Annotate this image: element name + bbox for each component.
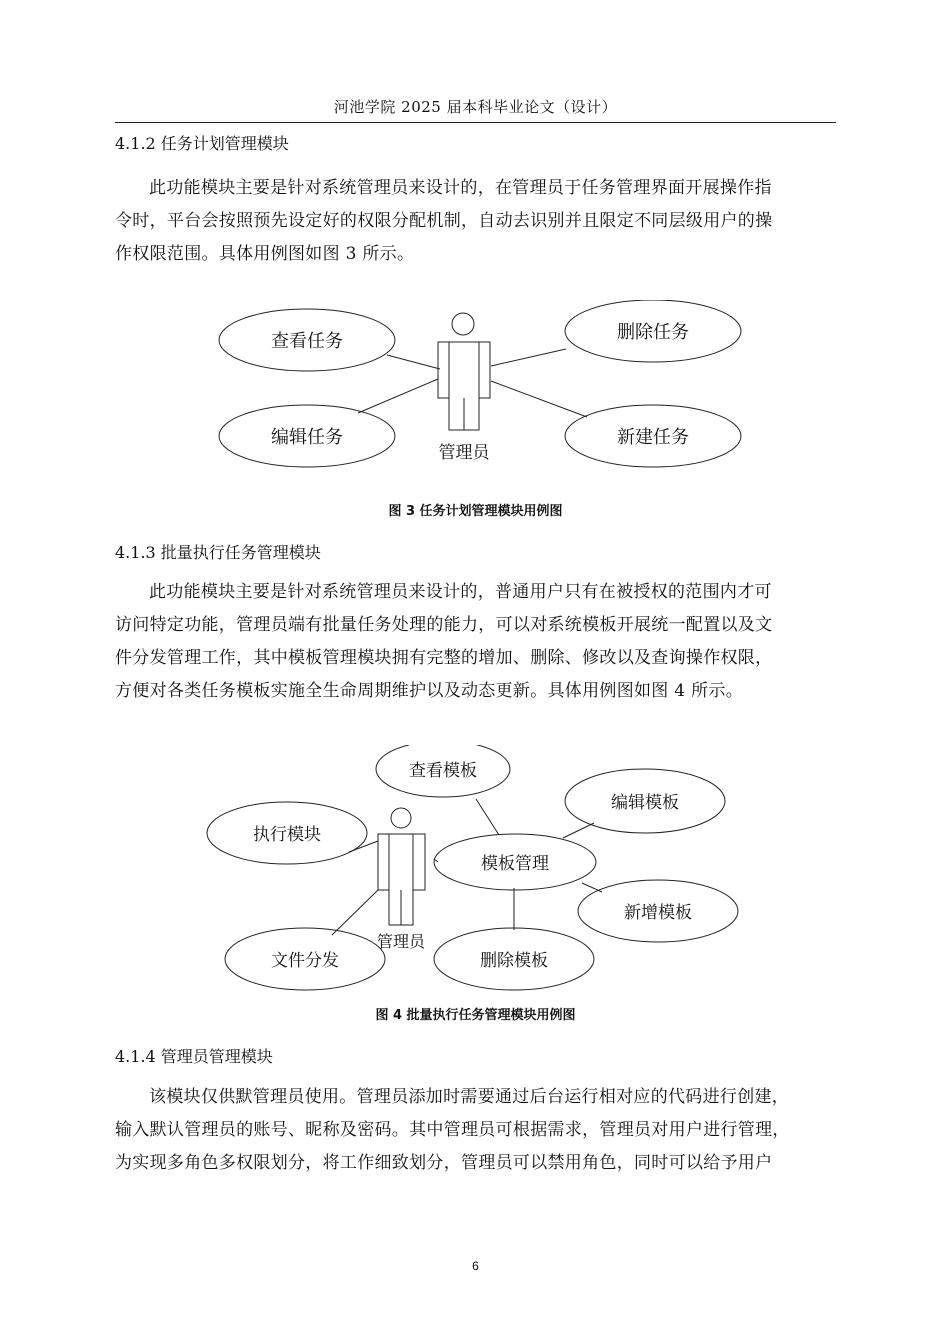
use-case-label: 执行模块 — [253, 825, 321, 845]
page-number: 6 — [472, 1259, 479, 1273]
use-case-label: 查看任务 — [271, 331, 343, 352]
running-header: 河池学院 2025 届本科毕业论文（设计） — [333, 98, 618, 116]
association-line — [563, 823, 594, 838]
header-rule — [115, 122, 836, 123]
association-line — [491, 381, 587, 417]
use-case-label: 删除模板 — [480, 951, 548, 971]
use-case-label: 查看模板 — [409, 761, 477, 781]
association-line — [582, 883, 602, 892]
section-heading-4-1-2: 4.1.2 任务计划管理模块 — [115, 134, 289, 153]
section-heading-4-1-4: 4.1.4 管理员管理模块 — [115, 1047, 273, 1066]
paragraph-line: 令时，平台会按照预先设定好的权限分配机制，自动去识别并且限定不同层级用户的操 — [115, 211, 773, 231]
association-line — [332, 890, 378, 935]
actor-label: 管理员 — [438, 443, 490, 463]
association-line — [387, 355, 440, 369]
paragraph-line: 该模块仅供默管理员使用。管理员添加时需要通过后台运行相对应的代码进行创建， — [149, 1087, 790, 1107]
actor-label: 管理员 — [376, 932, 426, 951]
figure-3-caption: 图 3 任务计划管理模块用例图 — [388, 504, 563, 519]
figure-4-use-case-diagram — [0, 745, 950, 995]
association-line — [491, 349, 566, 366]
section-heading-4-1-3: 4.1.3 批量执行任务管理模块 — [115, 543, 321, 562]
paragraph-line: 输入默认管理员的账号、昵称及密码。其中管理员可根据需求，管理员对用户进行管理， — [115, 1120, 790, 1140]
paragraph-line: 为实现多角色多权限划分，将工作细致划分，管理员可以禁用角色，同时可以给予用户 — [115, 1153, 773, 1173]
paragraph-line: 件分发管理工作，其中模板管理模块拥有完整的增加、删除、修改以及查询操作权限， — [115, 648, 773, 668]
paragraph-4-1-4 — [115, 1081, 836, 1180]
association-line — [358, 379, 438, 413]
paragraph-line: 此功能模块主要是针对系统管理员来设计的，普通用户只有在被授权的范围内才可 — [149, 582, 772, 602]
actor-figure — [378, 808, 425, 925]
hub-use-case-label: 模板管理 — [481, 854, 549, 874]
association-line — [476, 799, 499, 835]
paragraph-4-1-2 — [115, 172, 836, 271]
use-case-label: 删除任务 — [617, 322, 689, 343]
use-case-label: 新增模板 — [624, 903, 692, 923]
figure-4-caption: 图 4 批量执行任务管理模块用例图 — [375, 1008, 576, 1023]
paragraph-4-1-3 — [115, 576, 836, 708]
paragraph-line: 方便对各类任务模板实施全生命周期维护以及动态更新。具体用例图如图 4 所示。 — [115, 681, 744, 701]
figure-3-use-case-diagram — [0, 300, 950, 480]
use-case-label: 文件分发 — [271, 951, 339, 971]
use-case-label: 新建任务 — [617, 427, 689, 448]
actor-figure — [438, 313, 490, 430]
paragraph-line: 此功能模块主要是针对系统管理员来设计的，在管理员于任务管理界面开展操作指 — [149, 178, 772, 198]
use-case-label: 编辑任务 — [271, 427, 343, 448]
paragraph-line: 作权限范围。具体用例图如图 3 所示。 — [115, 244, 415, 264]
paragraph-line: 访问特定功能，管理员端有批量任务处理的能力，可以对系统模板开展统一配置以及文 — [115, 615, 773, 635]
use-case-label: 编辑模板 — [611, 793, 679, 813]
